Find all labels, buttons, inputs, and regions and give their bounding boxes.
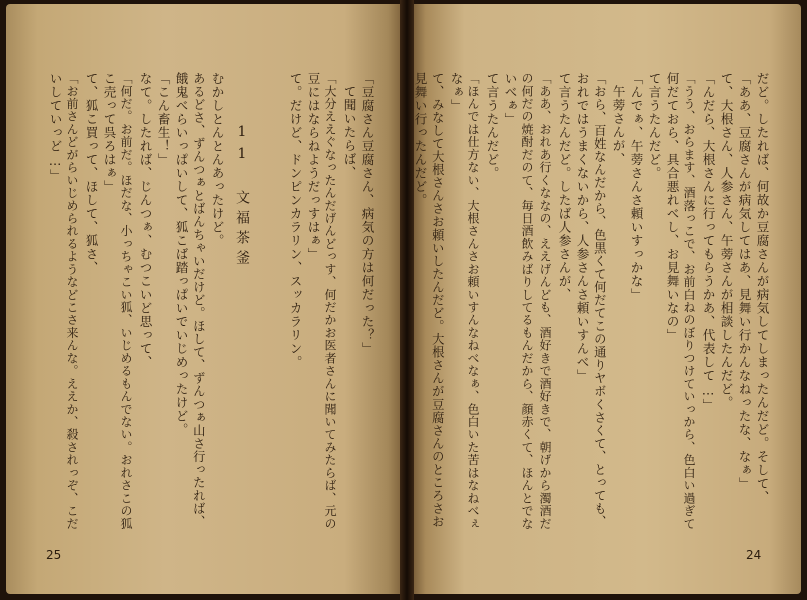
text-column: て言うたんだど。: [484, 72, 500, 180]
text-column: て、大根さん、人参さん、午蒡さんが相談したんだど。: [718, 72, 734, 410]
text-column: 何だておら、具合悪れべし、お見舞いなの」: [664, 72, 680, 342]
text-column: こ売って呉ろはぁ」: [101, 72, 117, 194]
text-column: 「豆腐さん豆腐さん、病気の方は何だった？」: [359, 72, 375, 356]
text-column: 「何だ。お前だ。ほだな、小っちゃこい狐、いじめるもんでない。おれさこの狐: [119, 72, 133, 530]
text-column: 「大分ええぐなったんだげんどっす、何だかお医者さんに聞いてみたらば、元の: [323, 72, 337, 530]
text-column: 「お前さんどがらいじめられるようなどこさ来んな。ええか、殺されっぞ、こだ: [65, 72, 79, 530]
text-column: て言うたんだど。: [646, 72, 662, 180]
text-column: おれではうまくないから、人参さんさ頼いすんべ」: [574, 72, 590, 383]
text-column: 「ほんでは仕方ない、大根さんさお頼いすんなねべなぁ、色白いた苦はなねべぇ: [466, 72, 480, 530]
page-number: 25: [46, 548, 62, 562]
text-column: だど。したれば、何故か豆腐さんが病気してしまったんだど。そして、: [754, 72, 770, 504]
text-column: 「ああ、おれあ行くななの、ええげんども、酒好きで酒好きで、朝げから濁酒だ: [538, 72, 552, 530]
text-column: て。だけど、ドンピンカラリン、スッカラリン。: [287, 72, 303, 369]
text-column: の何だの焼酎だのて、毎日酒飲みばりしてるもんだから、顔赤くて、ほんとでな: [520, 72, 534, 530]
text-column: あるどさ、ずんつぁとばんちゃいだけど。ほして、ずんつぁ山さ行ったれば、: [191, 72, 206, 529]
text-column: て聞いたらば、: [341, 85, 357, 180]
text-column: 豆にはならねようだっすはぁ」: [305, 72, 321, 261]
text-column: いべぁ」: [502, 72, 518, 126]
story-title: 11 文福茶釜: [234, 124, 250, 270]
text-column: て、みなして大根さんさお頼いしたんだど。大根さんが豆腐さんのところさお: [430, 72, 445, 529]
text-column: むかしとんとんあったけど。: [209, 72, 225, 248]
text-column: 「ああ、豆腐さんが病気してはあ、見舞い行かんなねったな、なぁ」: [736, 72, 752, 491]
text-column: 午蒡さんが、: [610, 85, 626, 166]
text-column: なぁ」: [448, 72, 464, 113]
text-column: 「うう、おらます、酒落っこで、お前白ねのぼりつけていっから、色白い過ぎて: [682, 72, 696, 530]
book-gutter: [400, 0, 414, 600]
text-column: 「おら、百姓なんだから、色黒くて何だてこの通りヤボくさくて、とっても、: [592, 72, 607, 529]
text-column: て言うたんだど。したば人参さんが、: [556, 72, 572, 302]
text-column: 「んでぁ、午蒡さんさ頼いすっかな」: [628, 72, 644, 302]
text-column: 見舞い行ったんだど。: [412, 72, 428, 207]
text-column: なて。したれば、じんつぁ、むつこいど思って、: [137, 72, 153, 369]
text-column: いしていっど…」: [47, 72, 63, 183]
page-number: 24: [746, 548, 762, 562]
text-column: 「んだら、大根さんに行ってもらうかあ、代表して…」: [700, 72, 716, 412]
text-column: 「こん畜生！」: [155, 72, 171, 167]
text-column: て、狐こ買って、ほして、狐さ、: [83, 72, 99, 275]
text-column: 餓鬼べらいっぱいして、狐こば踏っぱいでいじめったけど。: [173, 72, 189, 437]
